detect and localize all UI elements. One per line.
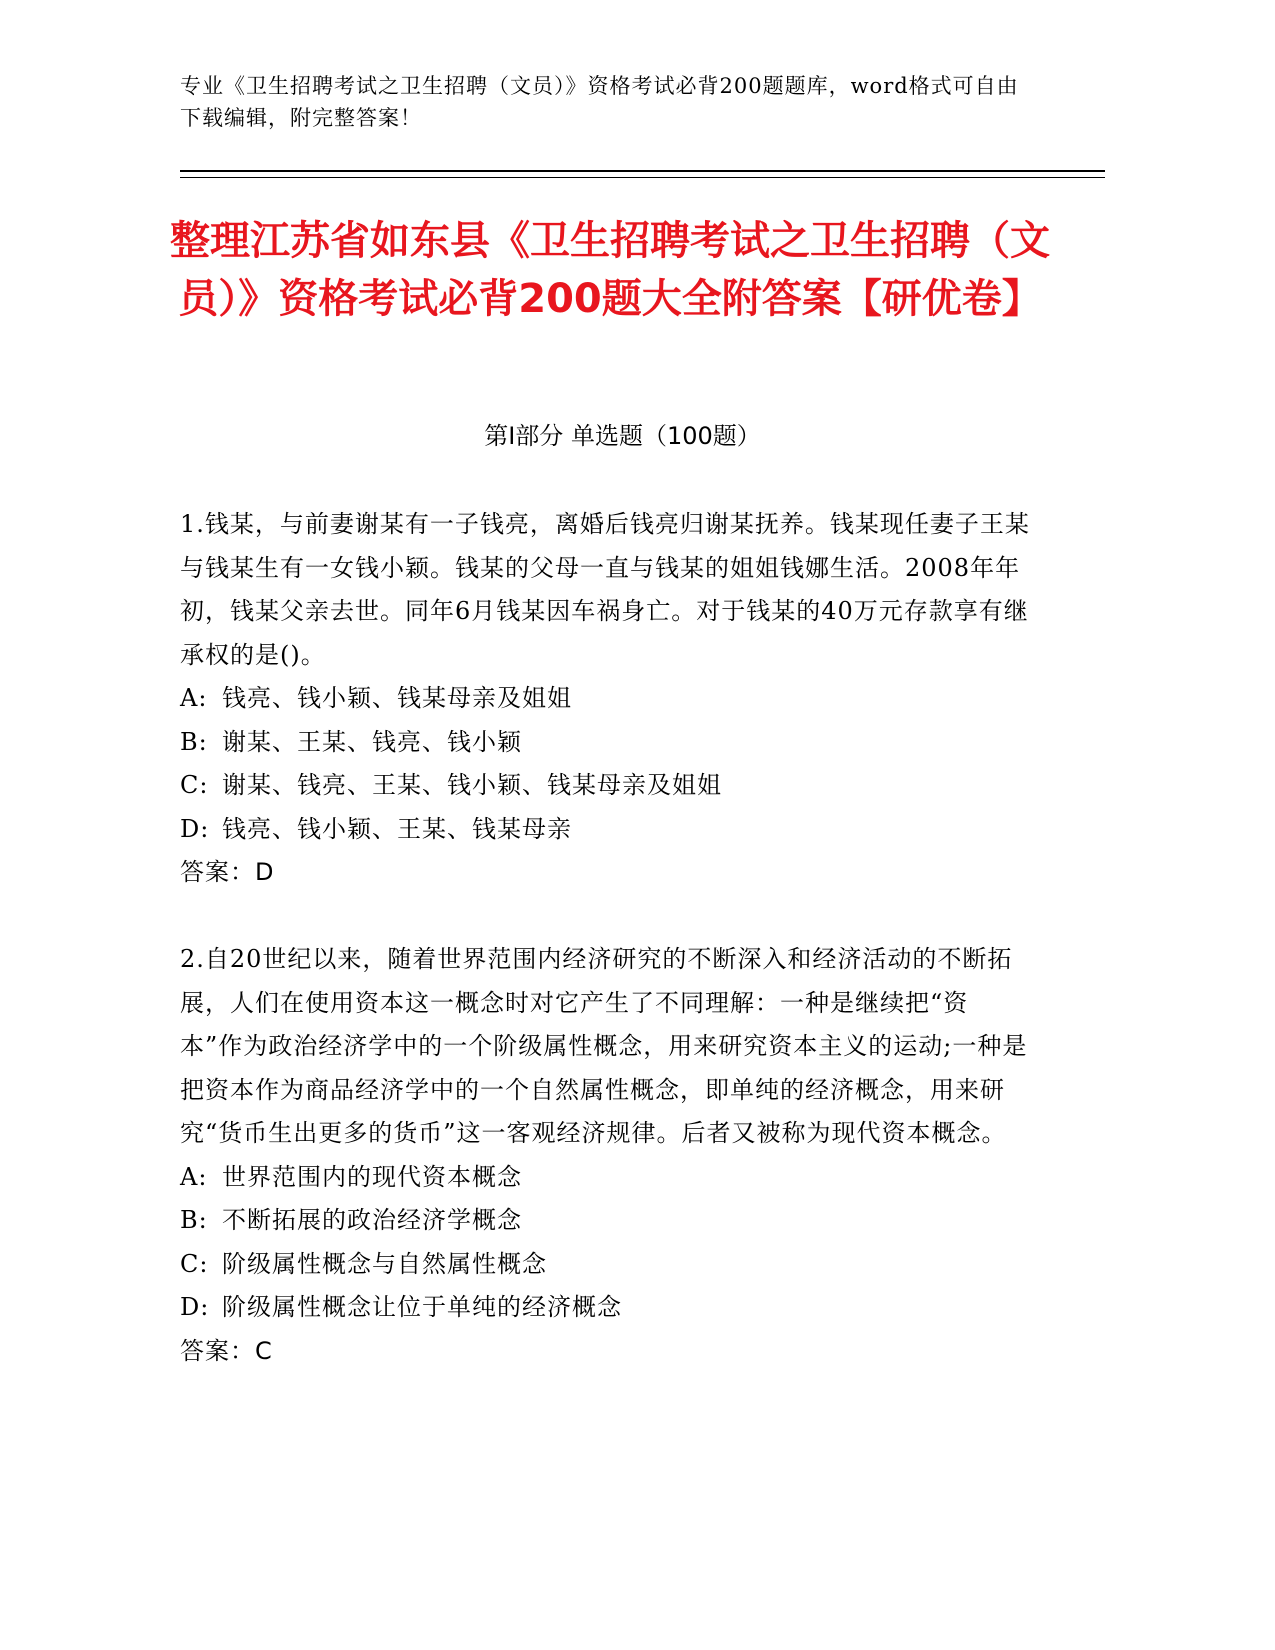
option-text: 阶级属性概念与自然属性概念 (222, 1249, 547, 1278)
header-rule-thick (180, 170, 1105, 172)
option-a (180, 677, 1030, 721)
question-1 (180, 503, 1030, 895)
option-text: 不断拓展的政治经济学概念 (222, 1206, 522, 1234)
option-text: 钱亮、钱小颖、钱某母亲及姐姐 (222, 684, 572, 712)
document-title: 整理江苏省如东县《卫生招聘考试之卫生招聘（文员）》资格考试必背200题大全附答案【研优卷】 (170, 218, 1050, 322)
option-key: D: (180, 1293, 210, 1321)
option-text: 钱亮、钱小颖、王某、钱某母亲 (222, 814, 572, 843)
option-text: 世界范围内的现代资本概念 (222, 1162, 522, 1191)
option-text: 阶级属性概念让位于单纯的经济概念 (222, 1293, 622, 1321)
option-d (180, 1286, 1030, 1330)
header-note: 专业《卫生招聘考试之卫生招聘（文员）》资格考试必背200题题库，word格式可自由下载编辑，附完整答案！ (180, 74, 1019, 130)
option-key: B: (180, 1206, 208, 1234)
option-d (180, 808, 1030, 852)
option-a (180, 1156, 1030, 1200)
option-key: A: (180, 1162, 208, 1191)
option-b (180, 721, 1030, 765)
question-2 (180, 938, 1030, 1373)
header-rule-thin (180, 177, 1105, 178)
option-key: C: (180, 771, 209, 799)
option-key: C: (180, 1249, 209, 1278)
option-b (180, 1199, 1030, 1243)
option-key: A: (180, 684, 208, 712)
option-key: B: (180, 727, 208, 756)
answer: 答案：C (180, 1336, 273, 1365)
section-title: 第I部分 单选题（100题） (484, 422, 761, 450)
question-stem: 1.钱某，与前妻谢某有一子钱亮，离婚后钱亮归谢某抚养。钱某现任妻子王某与钱某生有一女钱小颖。钱某的父母一直与钱某的姐姐钱娜生活。2008年年初，钱某父亲去世。同年6月钱某因车祸身亡。对于钱某的40万元存款享有继承权的是()。 (180, 510, 1030, 669)
question-stem: 2.自20世纪以来，随着世界范围内经济研究的不断深入和经济活动的不断拓展，人们在使用资本这一概念时对它产生了不同理解：一种是继续把“资本”作为政治经济学中的一个阶级属性概念，用来研究资本主义的运动;一种是把资本作为商品经济学中的一个自然属性概念，即单纯的经济概念，用来研究“货币生出更多的货币”这一客观经济规律。后者又被称为现代资本概念。 (180, 945, 1028, 1147)
option-text: 谢某、王某、钱亮、钱小颖 (222, 727, 522, 756)
option-text: 谢某、钱亮、王某、钱小颖、钱某母亲及姐姐 (222, 771, 722, 799)
answer: 答案：D (180, 858, 275, 886)
option-key: D: (180, 814, 210, 843)
option-c (180, 764, 1030, 808)
option-c (180, 1243, 1030, 1287)
